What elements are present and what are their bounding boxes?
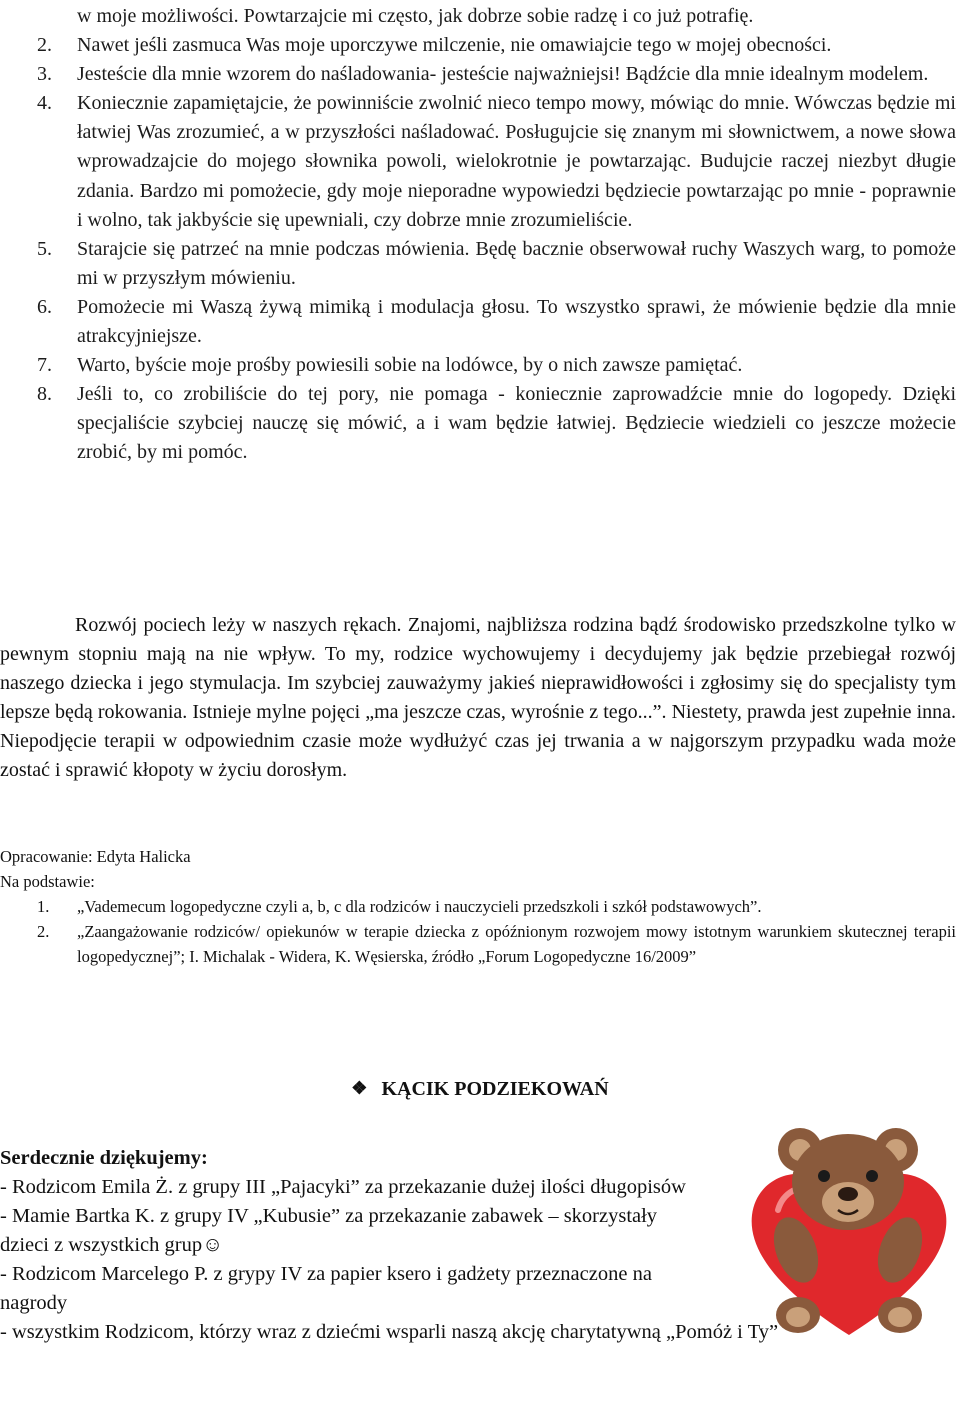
teddy-bear-heart-icon — [738, 1110, 960, 1350]
thanks-line: - Mamie Bartka K. z grupy IV „Kubusie” za przekazanie zabawek – skorzystały dzieci z wszystkich grup☺ — [0, 1205, 658, 1256]
section-title: ❖ KĄCIK PODZIEKOWAŃ — [351, 1078, 609, 1100]
thanks-line: - Rodzicom Emila Ż. z grupy III „Pajacyki” za przekazanie dużej ilości długopisów — [0, 1176, 686, 1198]
thanks-line: - wszystkim Rodzicom, którzy wraz z dziećmi wsparli naszą akcję charytatywną „Pomóż i Ty” — [0, 1321, 779, 1343]
summary-paragraph: Rozwój pociech leży w naszych rękach. Znajomi, najbliższa rodzina bądź środowisko przedszkolne tylko w pewnym stopniu mają na nie wpływ. To my, rodzice wychowujemy i decydujemy jak będzie przebiegał rozwój naszego dziecka i jego stymulacja. Im szybciej zauważymy jakieś nieprawidłowości i zgłosimy się do specjalisty tym lepsze będą rokowania. Istnieje mylne pojęci „ma jeszcze czas, wyrośnie z tego...”. Niestety, prawda jest zupełnie inna. Niepodjęcie terapii w odpowiednim czasie może wydłużyć czas jej trwania a w najgorszym przypadku wada może zostać i sprawić kłopoty w życiu dorosłym. — [0, 614, 956, 782]
references-list — [0, 894, 956, 969]
list-item: 6. Pomożecie mi Waszą żywą mimiką i modulacja głosu. To wszystko sprawi, że mówienie będzie dla mnie atrakcyjniejsze. — [37, 295, 956, 348]
list-item: w moje możliwości. Powtarzajcie mi często, jak dobrze sobie radzę i co już potrafię. — [77, 5, 754, 27]
list-item: 4. Koniecznie zapamiętajcie, że powinniście zwolnić nieco tempo mowy, mówiąc do mnie. Wówczas będzie mi łatwiej Was zrozumieć, a w przyszłości naśladować. Posługujcie się znanym mi słownictwem, a nowe słowa wprowadzajcie do mojego słownika powoli, wielokrotnie je powtarzając. Budujcie raczej niezbyt długie zdania. Bardzo mi pomożecie, gdy moje nieporadne wypowiedzi będziecie powtarzając po mnie - poprawnie i wolno, tak jakbyście się upewniali, czy dobrze mnie zrozumieliście. — [37, 92, 956, 231]
tips-list — [0, 2, 956, 468]
basis-label: Na podstawie: — [0, 872, 95, 891]
diamond-bullet-icon: ❖ — [351, 1078, 368, 1098]
list-item: 8. Jeśli to, co zrobiliście do tej pory, nie pomaga - koniecznie zaprowadźcie mnie do logopedy. Dzięki specjaliście szybciej nauczę się mówić, a i wam będzie łatwiej. Będziecie wiedzieli co jeszcze możecie zrobić, by mi pomóc. — [37, 383, 956, 464]
author-line: Opracowanie: Edyta Halicka — [0, 847, 191, 866]
list-item: 7. Warto, byście moje prośby powiesili sobie na lodówce, by o nich zawsze pamiętać. — [37, 354, 743, 377]
reference-item: 1. „Vademecum logopedyczne czyli a, b, c dla rodziców i nauczycieli przedszkoli i szkół podstawowych”. — [37, 897, 762, 916]
list-item: 5. Starajcie się patrzeć na mnie podczas mówienia. Będę bacznie obserwował ruchy Waszych warg, to pomoże mi w przyszłym mówieniu. — [37, 237, 956, 289]
thanks-line: - Rodzicom Marcelego P. z grypy IV za papier ksero i gadżety przeznaczone na nagrody — [0, 1263, 652, 1314]
thanks-heading: Serdecznie dziękujemy: — [0, 1147, 208, 1169]
reference-item: 2. „Zaangażowanie rodziców/ opiekunów w terapie dziecka z opóźnionym rozwojem mowy istotnym warunkiem skutecznej terapii logopedycznej”; I. Michalak - Widera, K. Węsierska, źródło „Forum Logopedyczne 16/2009” — [37, 922, 956, 966]
credits-block — [0, 844, 956, 969]
list-item: 2. Nawet jeśli zasmuca Was moje uporczywe milczenie, nie omawiajcie tego w mojej obecności. — [37, 34, 832, 57]
list-item: 3. Jesteście dla mnie wzorem do naśladowania- jesteście najważniejsi! Bądźcie dla mnie idealnym modelem. — [37, 63, 929, 86]
